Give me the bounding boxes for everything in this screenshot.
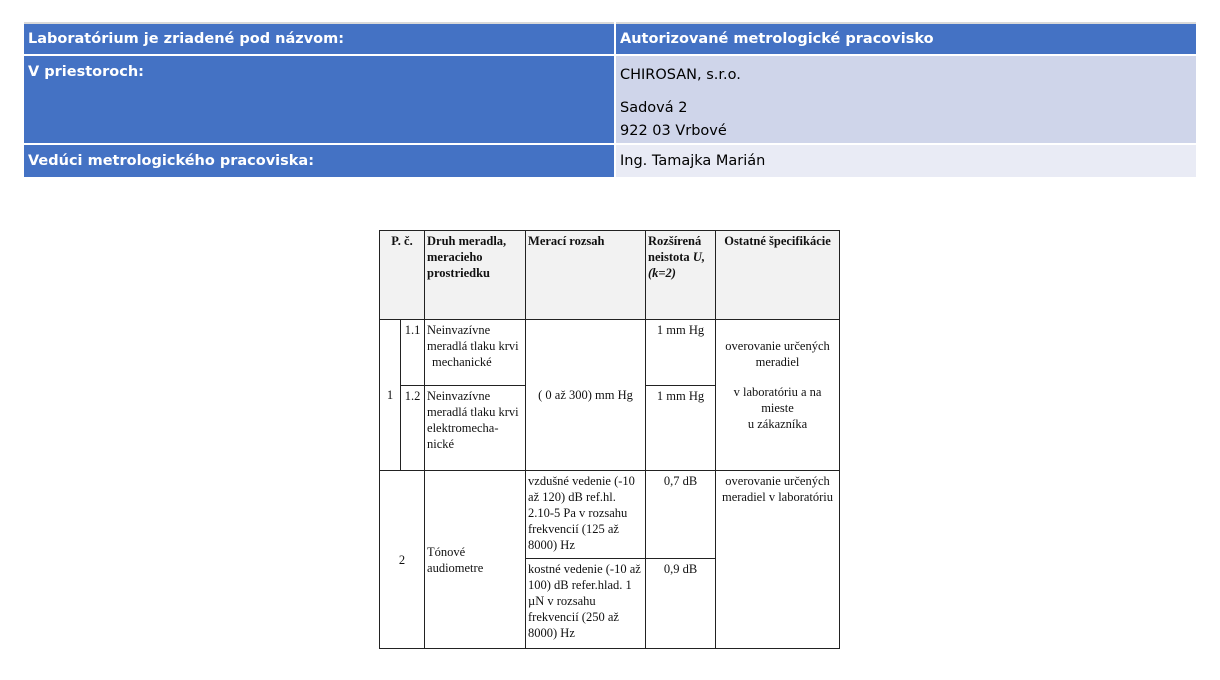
group1-ostatne-line3: u zákazníka <box>747 417 808 431</box>
group2-rozsah-bone: kostné vedenie (-10 až 100) dB refer.hlad. 1 µN v rozsahu frekvencií (250 až 8000) Hz <box>526 559 646 649</box>
group1-ostatne-line1: overovanie určených meradiel <box>725 339 830 369</box>
premises-street: Sadová 2 <box>620 100 688 116</box>
info-value-premises <box>615 55 1196 144</box>
header-neistota-u: U, <box>692 250 705 264</box>
group1-ostatne <box>716 320 840 471</box>
item-1-1-druh <box>425 320 526 386</box>
spec-header-row <box>380 231 840 320</box>
group2-neistota-bone: 0,9 dB <box>646 559 716 649</box>
info-label-name: Laboratórium je zriadené pod názvom: <box>24 23 615 55</box>
group2-druh: Tónové audiometre <box>425 471 526 649</box>
group1-ostatne-line2: v laboratóriu a na mieste <box>733 385 822 415</box>
info-value-head: Ing. Tamajka Marián <box>615 144 1196 177</box>
lab-info-table <box>24 22 1196 177</box>
item-1-1-druh-sub: mechanické <box>432 355 492 369</box>
spec-row-2-a <box>380 471 840 559</box>
item-1-2-druh: Neinvazívne meradlá tlaku krvi elektromecha-nické <box>425 386 526 471</box>
group2-ostatne: overovanie určených meradiel v laboratóriu <box>716 471 840 649</box>
info-row-head <box>24 144 1196 177</box>
group1-rozsah: ( 0 až 300) mm Hg <box>526 320 646 471</box>
header-neistota-k: (k=2) <box>648 266 676 280</box>
info-value-name: Autorizované metrologické pracovisko <box>615 23 1196 55</box>
header-pc: P. č. <box>380 231 425 320</box>
item-1-1-neistota: 1 mm Hg <box>646 320 716 386</box>
premises-city: 922 03 Vrbové <box>620 123 727 139</box>
header-rozsah: Merací rozsah <box>526 231 646 320</box>
group2-rozsah-air: vzdušné vedenie (-10 až 120) dB ref.hl. 2.10-5 Pa v rozsahu frekvencií (125 až 8000) Hz <box>526 471 646 559</box>
spec-row-1-1 <box>380 320 840 386</box>
info-row-name <box>24 23 1196 55</box>
info-label-premises: V priestoroch: <box>24 55 615 144</box>
header-neistota-text: Rozšírená neistota <box>648 234 702 264</box>
header-druh: Druh meradla, meracieho prostriedku <box>425 231 526 320</box>
info-row-premises <box>24 55 1196 144</box>
header-ostatne: Ostatné špecifikácie <box>716 231 840 320</box>
group1-number: 1 <box>380 320 401 471</box>
info-label-head: Vedúci metrologického pracoviska: <box>24 144 615 177</box>
specification-table <box>379 230 840 649</box>
item-1-2-number: 1.2 <box>401 386 425 471</box>
group2-number: 2 <box>380 471 425 649</box>
group2-neistota-air: 0,7 dB <box>646 471 716 559</box>
header-neistota <box>646 231 716 320</box>
premises-company: CHIROSAN, s.r.o. <box>620 67 741 83</box>
item-1-1-druh-main: Neinvazívne meradlá tlaku krvi <box>427 323 519 353</box>
item-1-1-number: 1.1 <box>401 320 425 386</box>
item-1-2-neistota: 1 mm Hg <box>646 386 716 471</box>
